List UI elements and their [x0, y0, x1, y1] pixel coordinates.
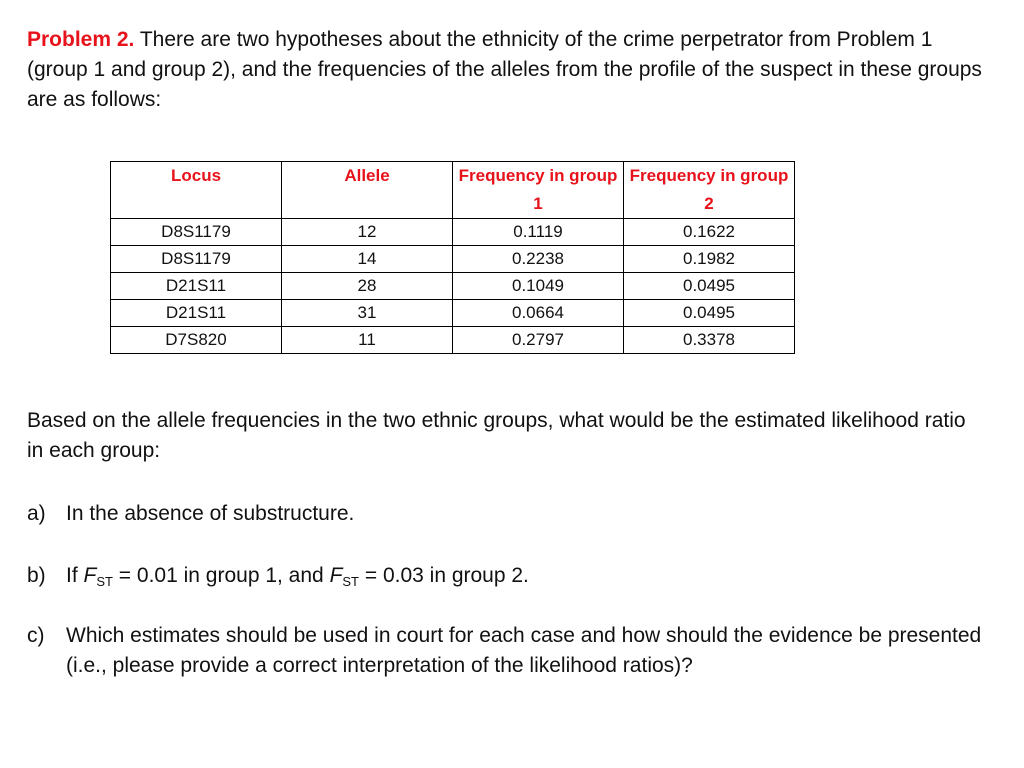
option-a-text: In the absence of substructure. — [66, 502, 355, 525]
cell-frequency-group-2: 0.1982 — [624, 246, 795, 273]
cell-frequency-group-2: 0.0495 — [624, 273, 795, 300]
cell-allele: 12 — [282, 219, 453, 246]
fst-subscript-1: ST — [96, 574, 113, 589]
option-a-label: a) — [27, 502, 46, 525]
cell-frequency-group-2: 0.3378 — [624, 327, 795, 354]
cell-locus: D8S1179 — [111, 246, 282, 273]
table-row — [111, 219, 795, 246]
option-b-prefix: If — [66, 564, 84, 587]
option-b-suffix: = 0.03 in group 2. — [359, 564, 529, 587]
cell-locus: D8S1179 — [111, 219, 282, 246]
cell-locus: D7S820 — [111, 327, 282, 354]
cell-allele: 31 — [282, 300, 453, 327]
header-frequency-group-2: Frequency in group 2 — [624, 162, 795, 219]
fst-symbol-2: F — [329, 564, 343, 587]
cell-frequency-group-1: 0.1119 — [453, 219, 624, 246]
cell-frequency-group-2: 0.0495 — [624, 300, 795, 327]
problem-intro-text: There are two hypotheses about the ethnicity of the crime perpetrator from Problem 1 (group 1 and group 2), and the frequencies of the alleles from the profile of the suspect in these groups are as follows: — [27, 28, 982, 111]
cell-frequency-group-1: 0.0664 — [453, 300, 624, 327]
question-text: Based on the allele frequencies in the two ethnic groups, what would be the estimated likelihood ratio in each group: — [27, 409, 966, 462]
problem-label: Problem 2. — [27, 28, 135, 51]
header-frequency-group-1: Frequency in group 1 — [453, 162, 624, 219]
table-row — [111, 327, 795, 354]
table-row — [111, 300, 795, 327]
header-allele: Allele — [282, 162, 453, 219]
cell-allele: 11 — [282, 327, 453, 354]
option-b — [27, 561, 997, 591]
table-row — [111, 273, 795, 300]
cell-frequency-group-1: 0.2238 — [453, 246, 624, 273]
cell-locus: D21S11 — [111, 300, 282, 327]
option-b-middle: = 0.01 in group 1, and — [112, 564, 330, 587]
fst-subscript-2: ST — [342, 574, 360, 589]
table-header-row — [111, 162, 795, 219]
cell-frequency-group-2: 0.1622 — [624, 219, 795, 246]
header-locus: Locus — [111, 162, 282, 219]
allele-frequency-table — [110, 161, 795, 354]
cell-frequency-group-1: 0.2797 — [453, 327, 624, 354]
cell-allele: 28 — [282, 273, 453, 300]
problem-intro — [27, 25, 987, 115]
cell-allele: 14 — [282, 246, 453, 273]
option-b-label: b) — [27, 564, 46, 587]
option-c-label: c) — [27, 624, 45, 647]
cell-frequency-group-1: 0.1049 — [453, 273, 624, 300]
option-c-text: Which estimates should be used in court for each case and how should the evidence be presented (i.e., please provide a correct interpretation of the likelihood ratios)? — [66, 624, 982, 677]
option-a — [27, 499, 997, 529]
table-row — [111, 246, 795, 273]
option-c — [27, 621, 997, 681]
fst-symbol-1: F — [83, 564, 97, 587]
option-b-text — [66, 561, 997, 591]
cell-locus: D21S11 — [111, 273, 282, 300]
